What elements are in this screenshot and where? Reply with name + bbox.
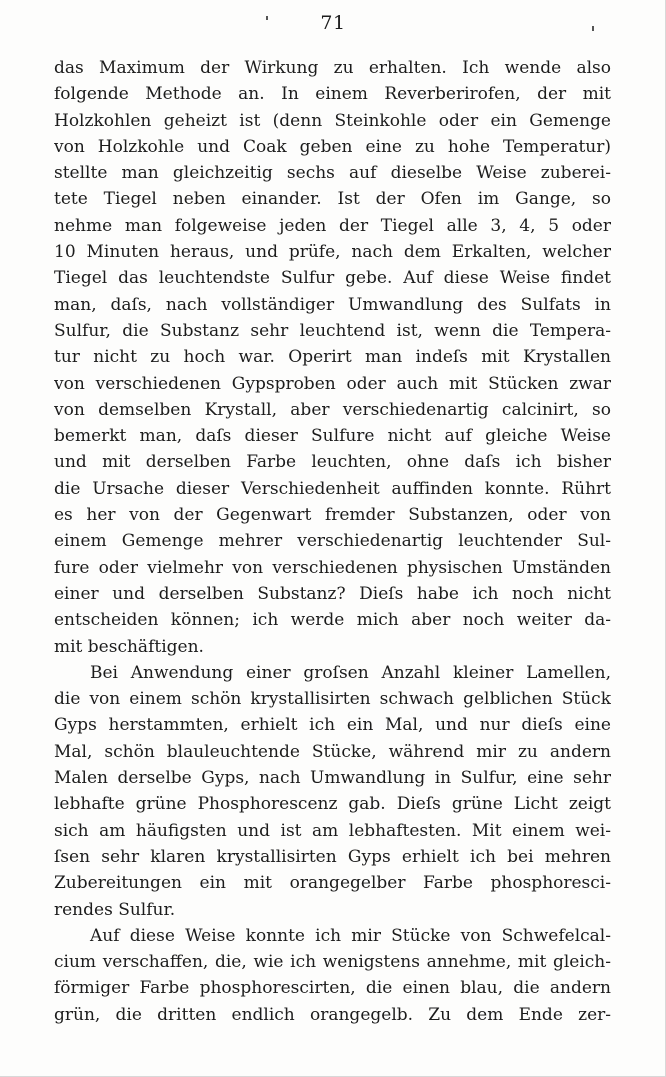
- text-line: Gyps herstammten, erhielt ich ein Mal, und nur dieſs eine: [54, 715, 611, 736]
- text-line: 10 Minuten heraus, und prüfe, nach dem Erkalten, welcher: [54, 242, 611, 263]
- text-line: tur nicht zu hoch war. Operirt man indeſs mit Krystallen: [54, 347, 611, 368]
- text-line: folgende Methode an. In einem Reverberirofen, der mit: [54, 84, 611, 105]
- paragraph-first-line: Auf diese Weise konnte ich mir Stücke von Schwefelcal-: [90, 925, 611, 946]
- text-line: förmiger Farbe phosphorescirten, die einen blau, die andern: [54, 978, 611, 999]
- text-line: von demselben Krystall, aber verschiedenartig calcinirt, so: [54, 399, 611, 420]
- text-line: lebhafte grüne Phosphorescenz gab. Dieſs grüne Licht zeigt: [54, 794, 611, 815]
- body-text: [54, 55, 611, 1028]
- text-line: entscheiden können; ich werde mich aber noch weiter da-: [54, 610, 611, 631]
- text-line: tete Tiegel neben einander. Ist der Ofen im Gange, so: [54, 189, 611, 210]
- text-line: mit beschäftigen.: [54, 636, 204, 657]
- text-line: cium verschaffen, die, wie ich wenigstens annehme, mit gleich-: [54, 952, 611, 973]
- text-line: bemerkt man, daſs dieser Sulfure nicht auf gleiche Weise: [54, 426, 611, 447]
- text-line: man, daſs, nach vollständiger Umwandlung des Sulfats in: [54, 294, 611, 315]
- text-line: Malen derselbe Gyps, nach Umwandlung in Sulfur, eine sehr: [54, 768, 611, 789]
- text-line: von Holzkohle und Coak geben eine zu hohe Temperatur): [54, 136, 611, 157]
- text-line: stellte man gleichzeitig sechs auf dieselbe Weise zuberei-: [54, 163, 611, 184]
- page-number: 71: [320, 12, 346, 34]
- text-line: rendes Sulfur.: [54, 899, 176, 920]
- text-line: sich am häufigsten und ist am lebhaftesten. Mit einem wei-: [54, 820, 611, 841]
- text-line: nehme man folgeweise jeden der Tiegel alle 3, 4, 5 oder: [54, 215, 611, 236]
- text-line: Mal, schön blauleuchtende Stücke, während mir zu andern: [54, 741, 611, 762]
- text-line: und mit derselben Farbe leuchten, ohne daſs ich bisher: [54, 452, 611, 473]
- text-line: es her von der Gegenwart fremder Substanzen, oder von: [54, 505, 611, 526]
- text-line: Tiegel das leuchtendste Sulfur gebe. Auf diese Weise findet: [54, 268, 611, 289]
- text-line: von verschiedenen Gypsproben oder auch mit Stücken zwar: [54, 373, 611, 394]
- text-line: fure oder vielmehr von verschiedenen physischen Umständen: [54, 557, 611, 578]
- text-line: die Ursache dieser Verschiedenheit auffinden konnte. Rührt: [54, 478, 611, 499]
- text-line: ſsen sehr klaren krystallisirten Gyps erhielt ich bei mehren: [54, 846, 611, 867]
- paragraph-first-line: Bei Anwendung einer groſsen Anzahl kleiner Lamellen,: [90, 662, 611, 683]
- text-line: einer und derselben Substanz? Dieſs habe ich noch nicht: [54, 583, 611, 604]
- text-line: einem Gemenge mehrer verschiedenartig leuchtender Sul-: [54, 531, 611, 552]
- text-line: Holzkohlen geheizt ist (denn Steinkohle oder ein Gemenge: [54, 110, 611, 131]
- text-line: Sulfur, die Substanz sehr leuchtend ist, wenn die Tempera-: [54, 320, 611, 341]
- text-line: grün, die dritten endlich orangegelb. Zu dem Ende zer-: [54, 1004, 611, 1025]
- text-line: Zubereitungen ein mit orangegelber Farbe phosphoresci-: [54, 873, 611, 894]
- text-line: das Maximum der Wirkung zu erhalten. Ich wende also: [54, 58, 611, 78]
- text-line: die von einem schön krystallisirten schwach gelblichen Stück: [54, 689, 611, 710]
